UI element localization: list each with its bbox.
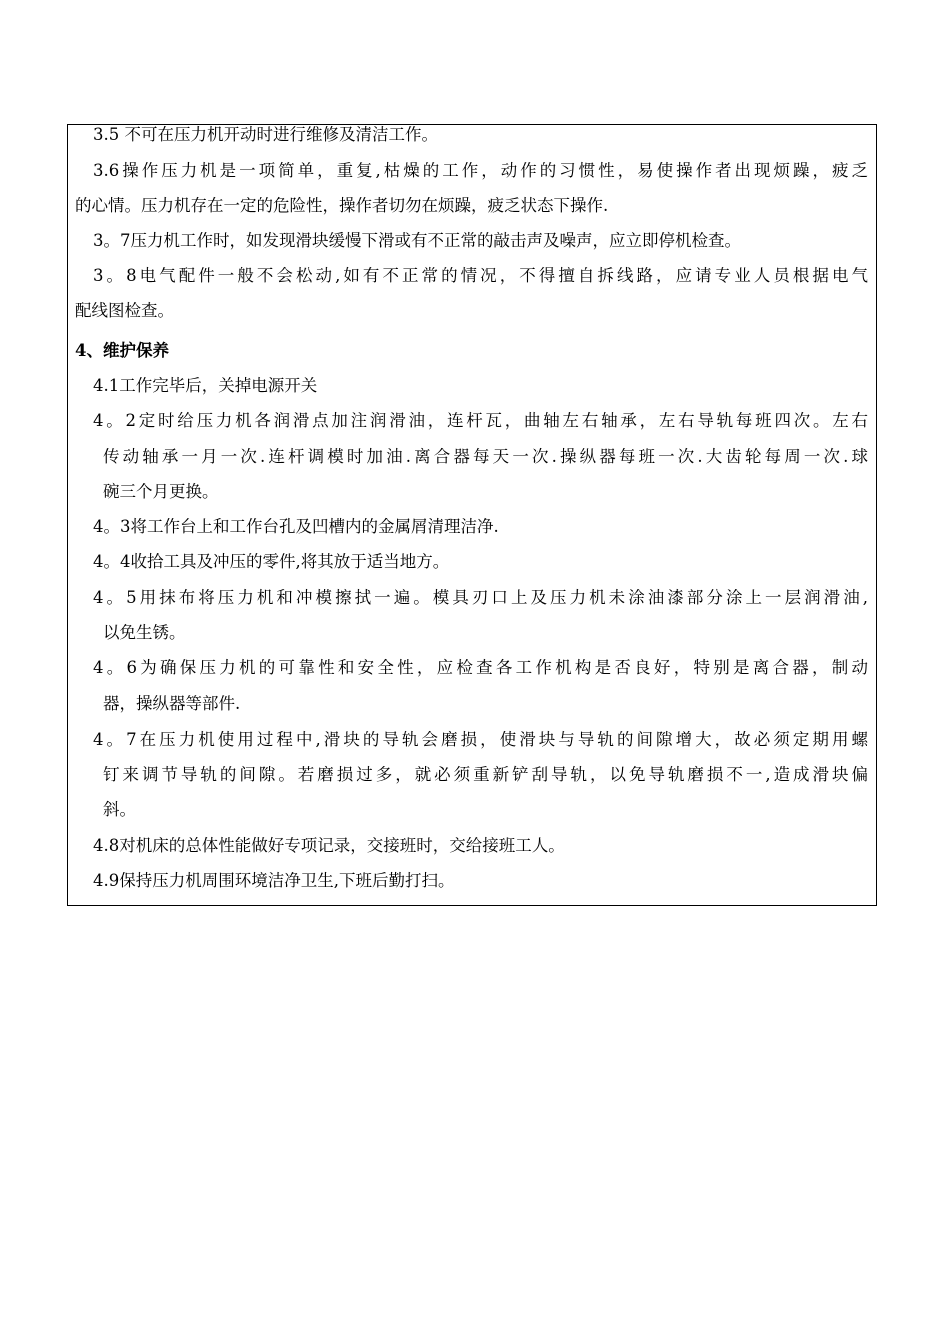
item-4-3: 4。3将工作台上和工作台孔及凹槽内的金属屑清理洁净. [93,517,499,536]
item-3-6-line1: 3.6操作压力机是一项简单，重复,枯燥的工作，动作的习惯性，易使操作者出现烦躁，疲乏 [93,161,868,180]
item-4-8: 4.8对机床的总体性能做好专项记录，交接班时，交给接班工人。 [93,836,565,855]
item-3-8-line1: 3。8电气配件一般不会松动,如有不正常的情况，不得擅自拆线路，应请专业人员根据电气 [93,266,868,285]
item-4-7-line3: 斜。 [103,800,136,819]
item-4-2-line2: 传动轴承一月一次.连杆调模时加油.离合器每天一次.操纵器每班一次.大齿轮每周一次.球 [103,447,868,466]
item-3-5: 3.5 不可在压力机开动时进行维修及清洁工作。 [93,125,438,144]
item-4-2-line1: 4。2定时给压力机各润滑点加注润滑油，连杆瓦，曲轴左右轴承，左右导轨每班四次。左右 [93,411,868,430]
item-4-4: 4。4收拾工具及冲压的零件,将其放于适当地方。 [93,552,450,571]
item-3-8-line2: 配线图检查。 [75,301,174,320]
item-4-6-line2: 器，操纵器等部件. [103,694,241,713]
item-3-6-line2: 的心情。压力机存在一定的危险性，操作者切勿在烦躁，疲乏状态下操作. [75,196,609,215]
item-4-7-line1: 4。7在压力机使用过程中,滑块的导轨会磨损，使滑块与导轨的间隙增大，故必须定期用螺 [93,730,868,749]
item-4-6-line1: 4。6为确保压力机的可靠性和安全性，应检查各工作机构是否良好，特别是离合器，制动 [93,658,868,677]
item-4-2-line3: 碗三个月更换。 [103,482,219,501]
item-3-7: 3。7压力机工作时，如发现滑块缓慢下滑或有不正常的敲击声及噪声，应立即停机检查。 [93,231,741,250]
item-4-5-line1: 4。5用抹布将压力机和冲模擦拭一遍。模具刃口上及压力机未涂油漆部分涂上一层润滑油, [93,588,868,607]
item-4-1: 4.1工作完毕后，关掉电源开关 [93,376,318,395]
item-4-9: 4.9保持压力机周围环境洁净卫生,下班后勤打扫。 [93,871,455,890]
section-heading-4: 4、维护保养 [75,341,169,360]
item-4-7-line2: 钉来调节导轨的间隙。若磨损过多，就必须重新铲刮导轨，以免导轨磨损不一,造成滑块偏 [103,765,868,784]
item-4-5-line2: 以免生锈。 [103,623,186,642]
